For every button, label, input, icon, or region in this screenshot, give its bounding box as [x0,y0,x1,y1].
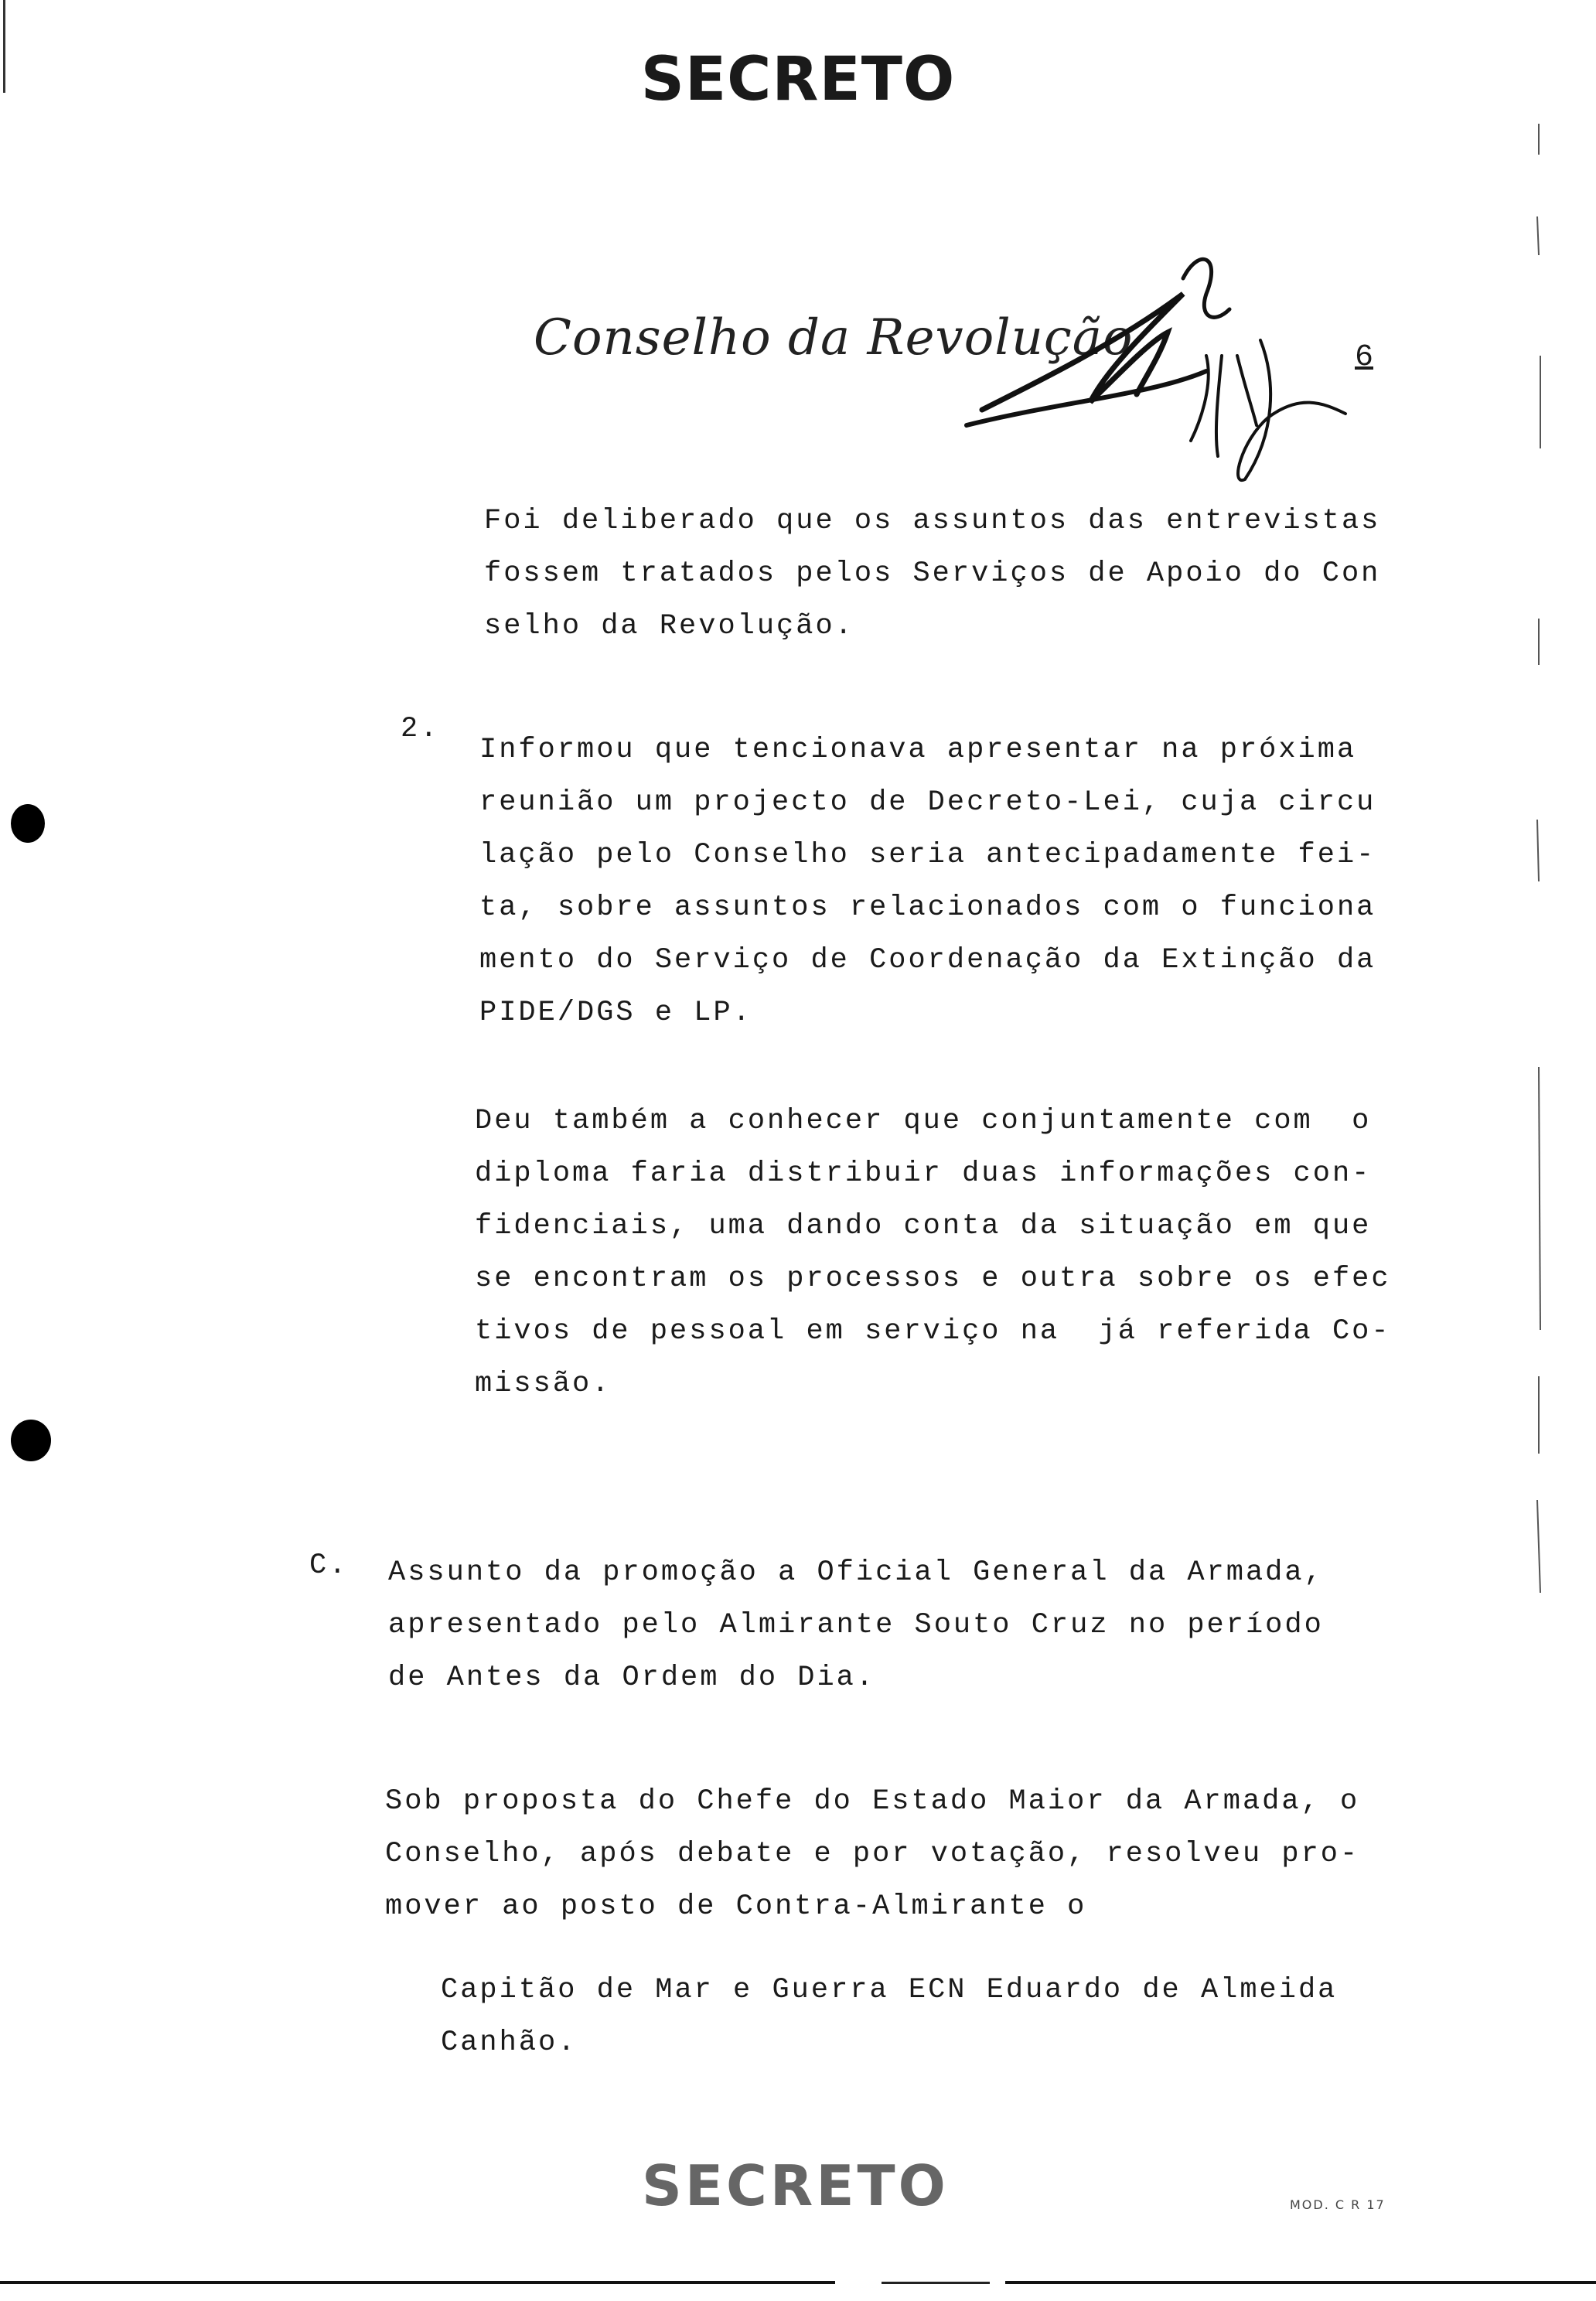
text-line: fidenciais, uma dando conta da situação em que [475,1210,1372,1243]
text-line: ta, sobre assuntos relacionados com o funciona [479,891,1376,924]
text-line: Canhão. [441,2027,578,2059]
item-2-label: 2. [401,713,440,745]
handwritten-signature [951,247,1353,495]
text-line: reunião um projecto de Decreto-Lei, cuja circu [479,786,1376,819]
item-2-followup-paragraph [475,1095,1391,1410]
text-line: Conselho, após debate e por votação, resolveu pro- [385,1838,1360,1870]
text-line: diploma faria distribuir duas informações con- [475,1157,1372,1190]
promoted-officer-paragraph [441,1964,1337,2069]
letterhead: Conselho da Revolução [534,309,1134,366]
intro-paragraph [484,495,1380,653]
text-line: mover ao posto de Contra-Almirante o [385,1890,1087,1923]
text-line: selho da Revolução. [484,610,854,643]
text-line: mento do Serviço de Coordenação da Extinção da [479,944,1376,977]
classification-header: SECRETO [640,45,956,114]
punch-hole-mark [11,1420,51,1461]
left-edge-rule [3,0,5,93]
page-number: 6 [1355,340,1374,375]
text-line: se encontram os processos e outra sobre os efec [475,1263,1391,1295]
text-line: fossem tratados pelos Serviços de Apoio do Con [484,557,1381,590]
item-c-paragraph [388,1546,1324,1704]
text-line: Capitão de Mar e Guerra ECN Eduardo de Almeida [441,1974,1338,2006]
text-line: Deu também a conhecer que conjuntamente com o [475,1105,1372,1137]
text-line: lação pelo Conselho seria antecipadamente fei- [479,839,1376,871]
text-line: tivos de pessoal em serviço na já referida Co- [475,1315,1391,1348]
bottom-edge-rule [0,2279,1596,2286]
item-2-paragraph [479,724,1376,1039]
text-line: de Antes da Ordem do Dia. [388,1662,876,1694]
punch-hole-mark [11,804,45,843]
text-line: apresentado pelo Almirante Souto Cruz no período [388,1609,1324,1641]
text-line: missão. [475,1368,612,1400]
text-line: Assunto da promoção a Oficial General da Armada, [388,1556,1324,1589]
item-c-label: C. [309,1549,349,1582]
text-line: Sob proposta do Chefe do Estado Maior da Armada, o [385,1785,1360,1818]
item-c-decision-paragraph [385,1775,1359,1933]
right-edge-scan-noise [1523,124,1554,1747]
text-line: Foi deliberado que os assuntos das entrevistas [484,505,1381,537]
classification-footer-stamp: SECRETO [642,2153,949,2218]
text-line: PIDE/DGS e LP. [479,997,752,1029]
text-line: Informou que tencionava apresentar na próxima [479,734,1357,766]
form-code: MOD. C R 17 [1290,2197,1386,2212]
